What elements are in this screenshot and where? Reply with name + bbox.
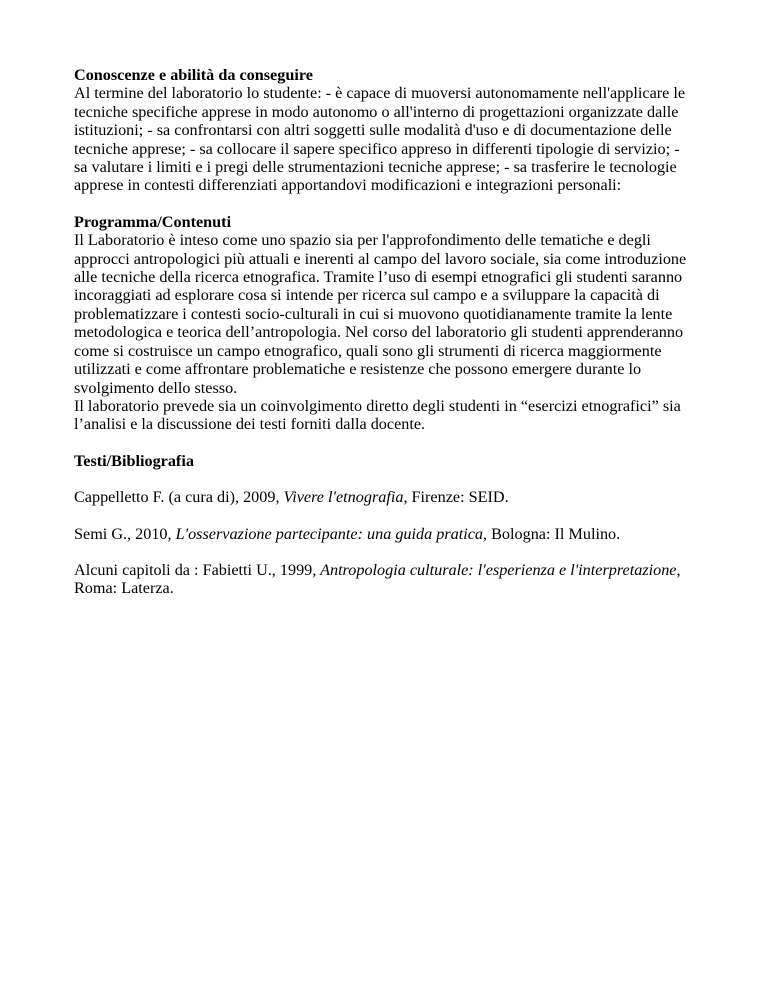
bibliography-entry-author: Cappelletto F. (a cura di), 2009, bbox=[74, 488, 284, 507]
bibliography-entry-author: Alcuni capitoli da : Fabietti U., 1999 bbox=[74, 560, 313, 579]
bibliography-entry-publisher: , Firenze: SEID. bbox=[403, 488, 509, 507]
bibliography-entry bbox=[74, 561, 694, 598]
program-section bbox=[74, 213, 694, 434]
bibliography-entry-publisher: , Roma: Laterza. bbox=[74, 560, 681, 598]
bibliography-entry-title: L'osservazione partecipante: una guida pratica bbox=[175, 524, 484, 543]
program-body-paragraph-2: Il laboratorio prevede sia un coinvolgimento diretto degli studenti in “esercizi etnografici” sia l’analisi e la discussione dei testi forniti dalla docente. bbox=[74, 396, 681, 434]
bibliography-entry bbox=[74, 488, 694, 506]
bibliography-section bbox=[74, 452, 694, 598]
bibliography-heading: Testi/Bibliografia bbox=[74, 451, 194, 470]
document-page bbox=[74, 66, 694, 616]
bibliography-entry-title: Vivere l'etnografia bbox=[283, 488, 404, 507]
bibliography-entry-title: , Antropologia culturale: l'esperienza e l'interpretazione bbox=[312, 560, 677, 579]
bibliography-entry bbox=[74, 525, 694, 543]
objectives-section bbox=[74, 66, 694, 195]
objectives-body: Al termine del laboratorio lo studente: - è capace di muoversi autonomamente nell'applicare le tecniche specifiche apprese in modo autonomo o all'interno di progettazioni organizzate dalle istituzioni; - sa confrontarsi con altri soggetti sulle modalità d'uso e di documentazione delle tecniche apprese; - sa collocare il sapere specifico appreso in differenti tipologie di servizio; - sa valutare i limiti e i pregi delle strumentazioni tecniche apprese; - sa trasferire le tecnologie apprese in contesti differenziati apportandovi modificazioni e integrazioni personali: bbox=[74, 84, 686, 195]
program-body-paragraph-1: Il Laboratorio è inteso come uno spazio sia per l'approfondimento delle tematiche e degli approcci antropologici più attuali e inerenti al campo del lavoro sociale, sia come introduzione alle tecniche della ricerca etnografica. Tramite l’uso di esempi etnografici gli studenti saranno incoraggiati ad esplorare cosa si intende per ricerca sul campo e a sviluppare la capacità di problematizzare i contesti socio-culturali in cui si muovono quotidianamente tramite la lente metodologica e teorica dell’antropologia. Nel corso del laboratorio gli studenti apprenderanno come si costruisce un campo etnografico, quali sono gli strumenti di ricerca maggiormente utilizzati e come affrontare problematiche e resistenze che possono emergere durante lo svolgimento dello stesso. bbox=[74, 231, 687, 397]
program-heading: Programma/Contenuti bbox=[74, 212, 232, 231]
objectives-heading: Conoscenze e abilità da conseguire bbox=[74, 66, 313, 84]
bibliography-entry-publisher: , Bologna: Il Mulino. bbox=[483, 524, 621, 543]
bibliography-entry-author: Semi G., 2010, bbox=[74, 524, 176, 543]
